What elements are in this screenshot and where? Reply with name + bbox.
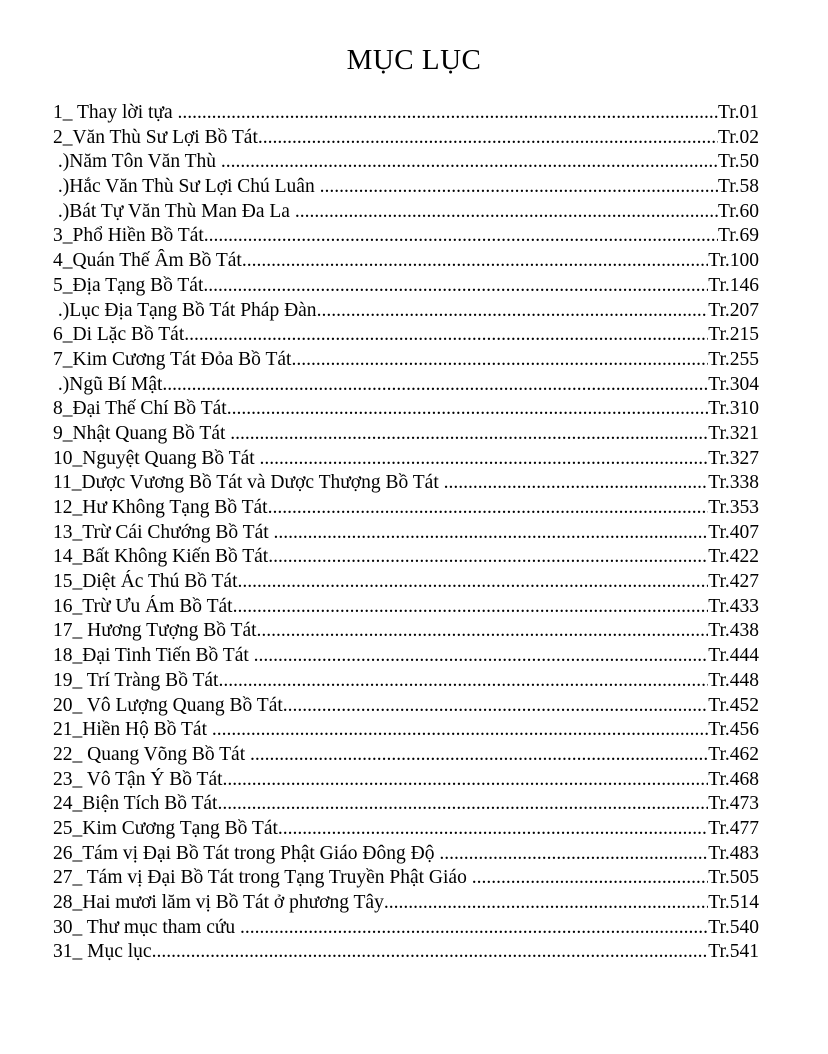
- toc-entry: [53, 743, 759, 768]
- toc-entry: [53, 570, 759, 595]
- toc-entry: [53, 200, 759, 225]
- toc-entry-page: Tr.422: [708, 546, 759, 568]
- toc-entry-page: Tr.310: [708, 398, 759, 420]
- toc-entry: [53, 545, 759, 570]
- toc-entry-title: 12_Hư Không Tạng Bồ Tát: [53, 497, 268, 518]
- dot-leader: [274, 521, 709, 546]
- dot-leader: [268, 496, 709, 521]
- toc-entry: [53, 175, 759, 200]
- toc-entry-page: Tr.505: [708, 867, 759, 889]
- toc-entry-title: .)Ngũ Bí Mật: [53, 373, 163, 395]
- toc-entry: [53, 842, 759, 867]
- dot-leader: [283, 694, 708, 719]
- toc-entry-title: 24_Biện Tích Bồ Tát: [53, 793, 218, 815]
- toc-entry: [53, 521, 759, 546]
- dot-leader: [254, 644, 709, 669]
- toc-entry-page: Tr.444: [708, 645, 759, 667]
- toc-entry-title: .)Hắc Văn Thù Sư Lợi Chú Luân: [53, 176, 320, 198]
- dot-leader: [257, 619, 709, 644]
- dot-leader: [317, 299, 709, 324]
- dot-leader: [233, 595, 709, 620]
- toc-entry-title: 9_Nhật Quang Bồ Tát: [53, 422, 231, 444]
- toc-entry-title: 20_ Vô Lượng Quang Bồ Tát: [53, 694, 283, 716]
- dot-leader: [203, 274, 708, 299]
- toc-entry-page: Tr.215: [708, 324, 759, 346]
- toc-entry: [53, 373, 759, 398]
- toc-entry-page: Tr.50: [717, 151, 759, 173]
- dot-leader: [178, 101, 718, 126]
- dot-leader: [221, 150, 718, 175]
- toc-entry-title: 26_Tám vị Đại Bồ Tát trong Phật Giáo Đông Độ: [53, 842, 440, 864]
- toc-entry-page: Tr.60: [717, 200, 759, 222]
- toc-entry-title: 2_Văn Thù Sư Lợi Bồ Tát: [53, 126, 258, 148]
- dot-leader: [240, 916, 708, 941]
- toc-entry: [53, 323, 759, 348]
- toc-entry-title: 22_ Quang Võng Bồ Tát: [53, 743, 250, 765]
- toc-entry-title: 6_Di Lặc Bồ Tát: [53, 324, 185, 346]
- toc-entry-page: Tr.433: [708, 595, 759, 617]
- dot-leader: [250, 743, 708, 768]
- dot-leader: [152, 940, 709, 965]
- toc-entry-title: 8_Đại Thế Chí Bồ Tát: [53, 398, 227, 420]
- toc-entry-page: Tr.338: [708, 472, 759, 494]
- toc-entry-title: 16_Trừ Ưu Ám Bồ Tát: [53, 595, 233, 617]
- toc-entry: [53, 348, 759, 373]
- toc-entry-page: Tr.321: [708, 422, 759, 444]
- toc-entry-page: Tr.407: [708, 521, 759, 543]
- toc-entry-title: .)Lục Địa Tạng Bồ Tát Pháp Đàn: [53, 299, 317, 321]
- dot-leader: [223, 768, 709, 793]
- toc-entry-page: Tr.473: [708, 793, 759, 815]
- toc-entry-title: 18_Đại Tinh Tiến Bồ Tát: [53, 645, 254, 667]
- toc-entry-page: Tr.468: [708, 768, 759, 790]
- dot-leader: [258, 126, 718, 151]
- toc-entry-page: Tr.462: [708, 743, 759, 765]
- toc-entry-title: 31_ Mục lục: [53, 941, 152, 963]
- toc-entry: [53, 471, 759, 496]
- toc-entry-title: .)Năm Tôn Văn Thù: [53, 151, 221, 173]
- toc-entry: [53, 274, 759, 299]
- dot-leader: [184, 323, 708, 348]
- toc-entry: [53, 126, 759, 151]
- toc-entry: [53, 866, 759, 891]
- toc-entry: [53, 619, 759, 644]
- toc-entry: [53, 422, 759, 447]
- toc-entry-title: 28_Hai mươi lăm vị Bồ Tát ở phương Tây: [53, 892, 384, 913]
- dot-leader: [260, 447, 709, 472]
- dot-leader: [291, 348, 708, 373]
- toc-entry-title: 1_ Thay lời tựa: [53, 102, 178, 123]
- toc-entry-title: 3_Phổ Hiền Bồ Tát: [53, 225, 204, 247]
- toc-entry-page: Tr.438: [708, 620, 759, 642]
- toc-entry: [53, 224, 759, 249]
- toc-entry-title: 13_Trừ Cái Chướng Bồ Tát: [53, 521, 274, 543]
- toc-entry-title: 21_Hiền Hộ Bồ Tát: [53, 719, 212, 741]
- toc-entry-page: Tr.58: [717, 176, 759, 198]
- dot-leader: [217, 792, 708, 817]
- toc-entry-title: 27_ Tám vị Đại Bồ Tát trong Tạng Truyền Phật Giáo: [53, 867, 472, 889]
- toc-entry: [53, 718, 759, 743]
- toc-entry-page: Tr.327: [708, 447, 759, 469]
- toc-entry: [53, 397, 759, 422]
- toc-entry-page: Tr.452: [708, 694, 759, 716]
- toc-entry: [53, 817, 759, 842]
- dot-leader: [162, 373, 708, 398]
- dot-leader: [238, 570, 709, 595]
- toc-entry: [53, 644, 759, 669]
- dot-leader: [268, 545, 708, 570]
- toc-entry-title: 17_ Hương Tượng Bồ Tát: [53, 620, 257, 642]
- dot-leader: [384, 891, 708, 916]
- toc-entry-page: Tr.02: [717, 126, 759, 148]
- toc-entry-page: Tr.207: [708, 299, 759, 321]
- toc-entry-title: .)Bát Tự Văn Thù Man Đa La: [53, 200, 295, 222]
- dot-leader: [439, 842, 708, 867]
- toc-entry: [53, 595, 759, 620]
- toc-entry: [53, 940, 759, 965]
- toc-entry-page: Tr.541: [708, 941, 759, 963]
- toc-entry-page: Tr.69: [717, 225, 759, 247]
- toc-entry: [53, 299, 759, 324]
- toc-entry-title: 5_Địa Tạng Bồ Tát: [53, 274, 204, 296]
- toc-entry: [53, 669, 759, 694]
- toc-entry-page: Tr.456: [708, 719, 759, 741]
- toc-entry-page: Tr.304: [708, 373, 759, 395]
- dot-leader: [242, 249, 708, 274]
- toc-entry: [53, 447, 759, 472]
- toc-entry-title: 4_Quán Thế Âm Bồ Tát: [53, 250, 242, 272]
- toc-entry-title: 30_ Thư mục tham cứu: [53, 916, 241, 938]
- toc-entry-page: Tr.540: [708, 916, 759, 938]
- dot-leader: [227, 397, 709, 422]
- toc-entry-title: 23_ Vô Tận Ý Bồ Tát: [53, 768, 223, 790]
- toc-entry: [53, 891, 759, 916]
- dot-leader: [444, 471, 709, 496]
- toc-entry-title: 25_Kim Cương Tạng Bồ Tát: [53, 817, 278, 839]
- toc-entry-title: 11_Dược Vương Bồ Tát và Dược Thượng Bồ Tát: [53, 472, 444, 494]
- toc-entry: [53, 496, 759, 521]
- toc-entry-title: 7_Kim Cương Tát Đỏa Bồ Tát: [53, 348, 292, 370]
- toc-entry-title: 10_Nguyệt Quang Bồ Tát: [53, 447, 260, 469]
- toc-entry-page: Tr.477: [708, 817, 759, 839]
- dot-leader: [230, 422, 708, 447]
- dot-leader: [295, 200, 718, 225]
- dot-leader: [320, 175, 718, 200]
- toc-entry-page: Tr.146: [708, 274, 759, 296]
- toc-entry-page: Tr.01: [717, 102, 759, 123]
- toc-entry-page: Tr.514: [708, 892, 759, 913]
- toc-entry-title: 14_Bất Không Kiến Bồ Tát: [53, 546, 269, 568]
- toc-entry: [53, 249, 759, 274]
- dot-leader: [218, 669, 708, 694]
- toc-entry-page: Tr.100: [708, 250, 759, 272]
- dot-leader: [204, 224, 718, 249]
- dot-leader: [278, 817, 708, 842]
- page-title: MỤC LỤC: [346, 44, 482, 76]
- toc-entry-title: 19_ Trí Tràng Bồ Tát: [53, 669, 219, 691]
- toc-entry-page: Tr.427: [708, 571, 759, 593]
- toc-entry: [53, 150, 759, 175]
- toc-entry: [53, 792, 759, 817]
- toc-entry: [53, 694, 759, 719]
- toc-entry-page: Tr.353: [708, 497, 759, 518]
- toc-entry: [53, 101, 759, 126]
- toc-entry: [53, 916, 759, 941]
- toc-entry-page: Tr.448: [708, 669, 759, 691]
- toc-entry-page: Tr.255: [708, 348, 759, 370]
- table-of-contents: [53, 101, 759, 965]
- dot-leader: [212, 718, 708, 743]
- dot-leader: [472, 866, 709, 891]
- toc-entry-title: 15_Diệt Ác Thú Bồ Tát: [53, 571, 238, 593]
- toc-entry-page: Tr.483: [708, 842, 759, 864]
- toc-entry: [53, 768, 759, 793]
